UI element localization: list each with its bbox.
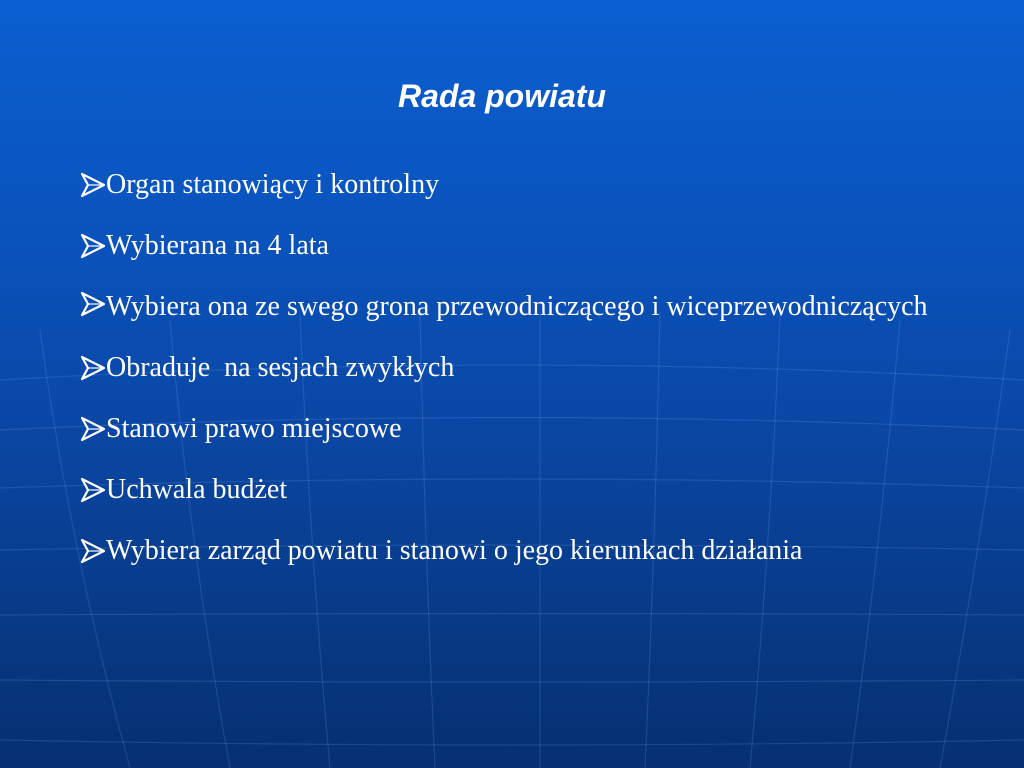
arrowhead-bullet-icon [80, 290, 106, 318]
bullet-text: Wybiera zarząd powiatu i stanowi o jego kierunkach działania [106, 535, 803, 566]
arrowhead-bullet-icon [80, 232, 106, 260]
bullet-text: Obraduje na sesjach zwykłych [106, 352, 455, 383]
bullet-text: Organ stanowiący i kontrolny [106, 169, 440, 200]
arrowhead-bullet-icon [80, 354, 106, 382]
bullet-text: Wybierana na 4 lata [106, 230, 329, 261]
bullet-text: Wybiera ona ze swego grona przewodniczącego i wiceprzewodniczących [106, 291, 928, 322]
bullet-text: Uchwala budżet [106, 474, 288, 505]
bullet-text: Stanowi prawo miejscowe [106, 413, 402, 444]
slide-title: Rada powiatu [397, 78, 606, 114]
arrowhead-bullet-icon [80, 415, 106, 443]
bullet-item [80, 531, 980, 571]
arrowhead-bullet-icon [80, 537, 106, 565]
bullet-item [80, 348, 980, 388]
bullet-list [80, 165, 980, 592]
bullet-item [80, 165, 980, 205]
arrowhead-bullet-icon [80, 476, 106, 504]
bullet-item [80, 470, 980, 510]
bullet-item [80, 287, 980, 327]
bullet-item [80, 409, 980, 449]
bullet-item [80, 226, 980, 266]
arrowhead-bullet-icon [80, 171, 106, 199]
